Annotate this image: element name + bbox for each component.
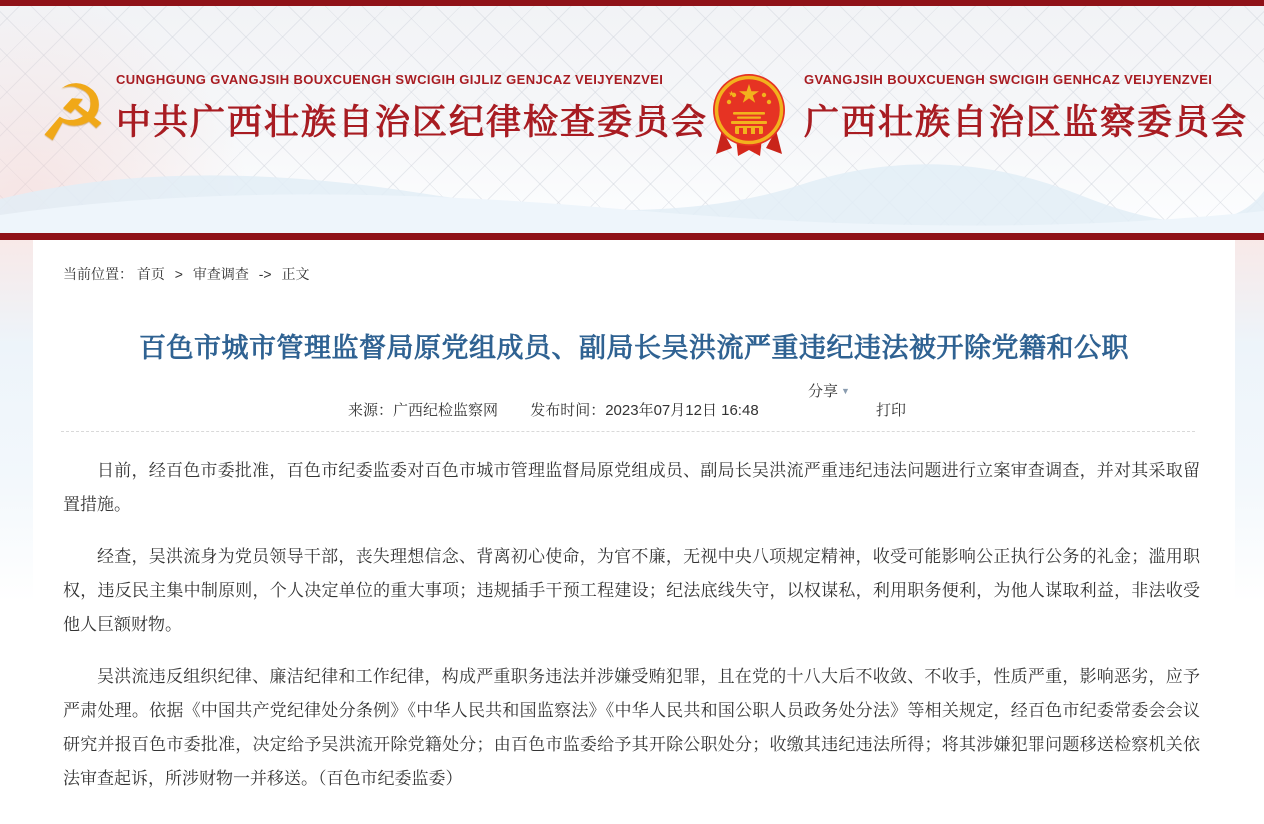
article-paragraph: 吴洪流违反组织纪律、廉洁纪律和工作纪律，构成严重职务违法并涉嫌受贿犯罪，且在党的十八大后不收敛、不收手，性质严重，影响恶劣，应予严肃处理。依据《中国共产党纪律处分条例》《中华人民共和国监察法》《中华人民共和国公职人员政务处分法》等相关规定，经百色市纪委常委会会议研究并报百色市委批准，决定给予吴洪流开除党籍处分；由百色市监委给予其开除公职处分；收缴其违纪违法所得；将其涉嫌犯罪问题移送检察机关依法审查起诉，所涉财物一并移送。（百色市纪委监委） bbox=[63, 667, 1200, 788]
article-meta-row bbox=[33, 377, 1235, 425]
breadcrumb-separator: -> bbox=[258, 266, 272, 282]
breadcrumb-section-link[interactable]: 审查调查 bbox=[192, 266, 249, 282]
org-left-latin-name: CUNGHGUNG GVANGJSIH BOUXCUENGH SWCIGIH GIJLIZ GENJCAZ VEIJYENZVEI bbox=[116, 72, 664, 87]
publish-time-value: 2023年07月12日 16:48 bbox=[605, 402, 759, 419]
party-emblem-icon: ☭ bbox=[38, 69, 108, 157]
article-paragraph: 日前，经百色市委批准，百色市纪委监委对百色市城市管理监督局原党组成员、副局长吴洪流严重违纪违法问题进行立案审查调查，并对其采取留置措施。 bbox=[63, 461, 1200, 514]
chevron-down-icon: ▼ bbox=[841, 386, 850, 396]
org-left-chinese-name: 中共广西壮族自治区纪律检查委员会 bbox=[116, 103, 709, 142]
breadcrumb-home-link[interactable]: 首页 bbox=[136, 266, 165, 282]
breadcrumb bbox=[33, 240, 1235, 284]
org-right-chinese-name: 广西壮族自治区监察委员会 bbox=[804, 103, 1249, 142]
source-value: 广西纪检监察网 bbox=[393, 402, 499, 419]
breadcrumb-current: 正文 bbox=[281, 266, 310, 282]
share-label: 分享 bbox=[808, 383, 839, 400]
header-divider-bar bbox=[0, 233, 1264, 240]
article-title: 百色市城市管理监督局原党组成员、副局长吴洪流严重违纪违法被开除党籍和公职 bbox=[139, 333, 1129, 363]
share-button[interactable] bbox=[808, 380, 850, 401]
article-body bbox=[33, 432, 1235, 796]
national-emblem-icon bbox=[708, 72, 790, 168]
print-button[interactable]: 打印 bbox=[876, 402, 907, 419]
page-background bbox=[0, 240, 1264, 824]
site-header bbox=[0, 6, 1264, 233]
breadcrumb-label: 当前位置： bbox=[63, 266, 133, 282]
article-paragraph: 经查，吴洪流身为党员领导干部，丧失理想信念、背离初心使命，为官不廉，无视中央八项规定精神，收受可能影响公正执行公务的礼金；滥用职权，违反民主集中制原则，个人决定单位的重大事项；违规插手干预工程建设；纪法底线失守，以权谋私，利用职务便利，为他人谋取利益，非法收受他人巨额财物。 bbox=[63, 547, 1200, 634]
org-discipline-commission bbox=[38, 68, 708, 168]
org-supervisory-commission bbox=[708, 68, 1248, 168]
org-right-latin-name: GVANGJSIH BOUXCUENGH SWCIGIH GENHCAZ VEIJYENZVEI bbox=[804, 72, 1213, 87]
content-container bbox=[33, 240, 1235, 824]
breadcrumb-separator: > bbox=[174, 266, 183, 282]
article-meta-info bbox=[348, 399, 759, 420]
publish-time-label: 发布时间： bbox=[530, 402, 606, 419]
source-label: 来源： bbox=[348, 402, 394, 419]
